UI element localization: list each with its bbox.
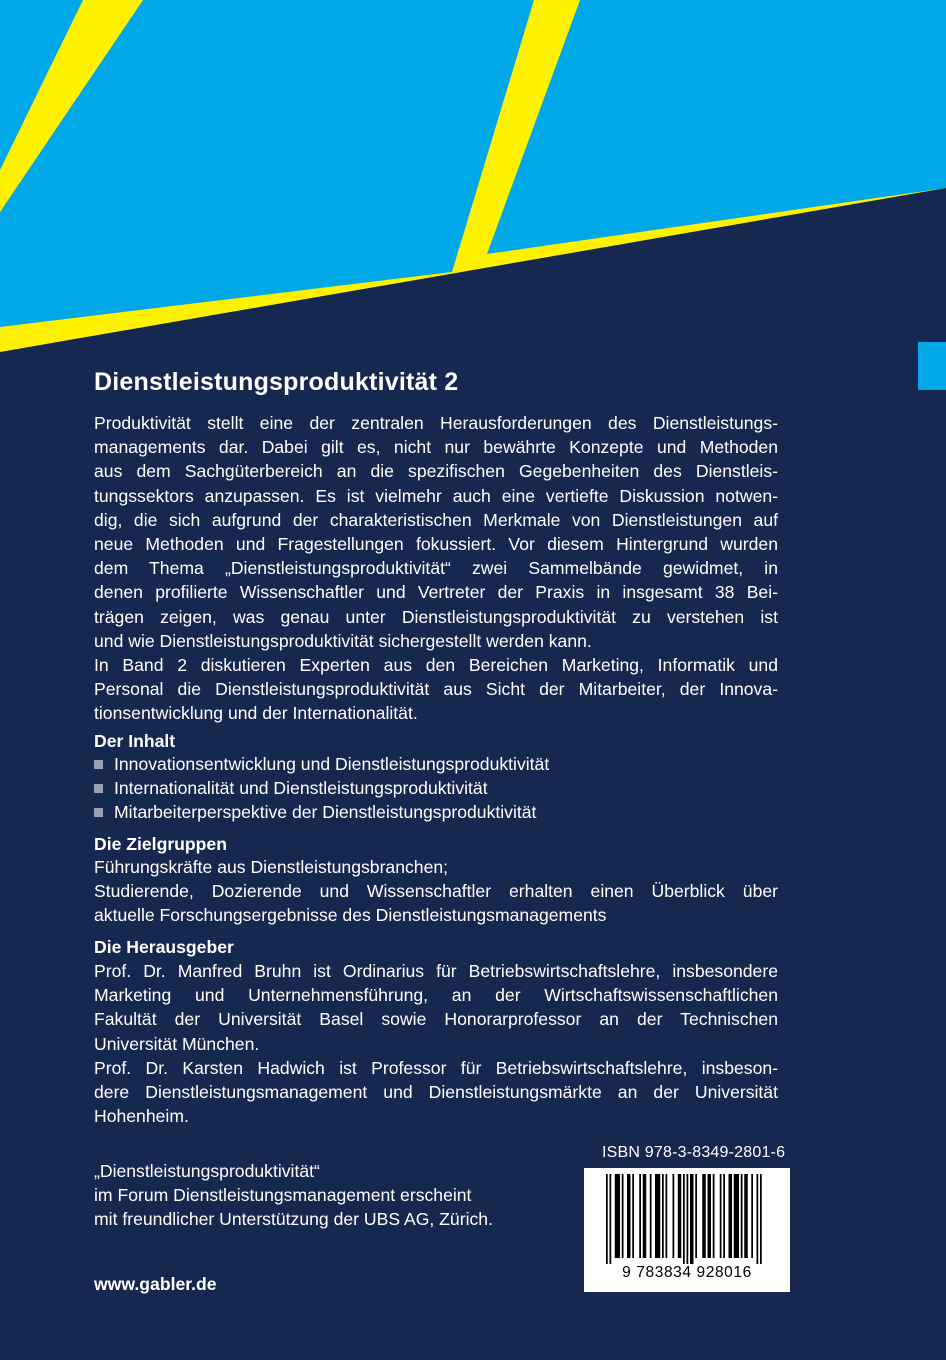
square-bullet-icon	[94, 808, 103, 817]
barcode-icon	[606, 1174, 770, 1264]
barcode-bar	[744, 1174, 748, 1258]
barcode-box	[584, 1168, 790, 1292]
text-line: neue Methoden und Fragestellungen fokussiert. Vor diesem Hintergrund wurden	[94, 534, 778, 555]
barcode-bar	[627, 1174, 631, 1258]
barcode-bar	[666, 1174, 668, 1258]
barcode-bar	[683, 1174, 685, 1264]
barcode-bar	[639, 1174, 641, 1258]
text-line: aus dem Sachgüterbereich an die spezifischen Gegebenheiten des Dienstleis-	[94, 461, 778, 482]
text-line: trägen zeigen, was genau unter Dienstleistungsproduktivität zu verstehen ist	[94, 606, 778, 627]
barcode-bar	[662, 1174, 664, 1258]
list-item-label: Innovationsentwicklung und Dienstleistungsproduktivität	[114, 754, 550, 774]
barcode-bar	[687, 1174, 689, 1264]
text-line: In Band 2 diskutieren Experten aus den Bereichen Marketing, Informatik und	[94, 655, 778, 676]
barcode-bar	[702, 1174, 706, 1258]
barcode-bar	[643, 1174, 647, 1258]
list-item-label: Internationalität und Dienstleistungsproduktivität	[114, 778, 488, 798]
barcode-bar	[615, 1174, 620, 1258]
barcode-bar	[729, 1174, 733, 1258]
text-line: dere Dienstleistungsmanagement und Dienstleistungsmärkte an der Universität	[94, 1082, 778, 1103]
list-item	[94, 800, 549, 824]
editors-paragraph	[94, 959, 778, 1128]
contents-heading: Der Inhalt	[94, 731, 176, 751]
barcode-bar	[632, 1174, 634, 1258]
text-line: Universität München.	[94, 1033, 260, 1054]
text-line: Prof. Dr. Manfred Bruhn ist Ordinarius für Betriebswirtschaftslehre, insbesondere	[94, 961, 778, 981]
barcode-bar	[713, 1174, 715, 1258]
sponsor-note	[94, 1159, 493, 1232]
text-line: Hohenheim.	[94, 1106, 189, 1127]
barcode-bar	[760, 1174, 762, 1264]
book-title: Dienstleistungsproduktivität 2	[94, 368, 459, 396]
barcode-bar	[757, 1174, 759, 1264]
barcode-bar	[678, 1174, 682, 1258]
text-line: Fakultät der Universität Basel sowie Honorarprofessor an der Technischen	[94, 1009, 778, 1030]
barcode-bar	[751, 1174, 753, 1258]
contents-list	[94, 752, 549, 824]
barcode-bar	[734, 1174, 739, 1258]
isbn-label: ISBN 978-3-8349-2801-6	[602, 1144, 786, 1161]
barcode-bar	[695, 1174, 697, 1258]
list-item	[94, 752, 549, 776]
barcode-bar	[650, 1174, 652, 1258]
text-line: „Dienstleistungsproduktivität“	[94, 1161, 320, 1181]
text-line: Produktivität stellt eine der zentralen Herausforderungen des Dienstleistungs-	[94, 413, 778, 433]
cyan-side-tab	[918, 342, 946, 390]
text-line: Personal die Dienstleistungsproduktivität aus Sicht der Mitarbeiter, der Innova-	[94, 679, 778, 700]
text-line: Marketing und Unternehmensführung, an der Wirtschaftswissenschaftlichen	[94, 985, 778, 1006]
editors-heading: Die Herausgeber	[94, 937, 234, 957]
barcode-bar	[655, 1174, 660, 1258]
text-line: Prof. Dr. Karsten Hadwich ist Professor für Betriebswirtschaftslehre, insbeson-	[94, 1057, 778, 1078]
text-line: und wie Dienstleistungsproduktivität sichergestellt werden kann.	[94, 630, 592, 651]
intro-paragraph	[94, 411, 778, 726]
text-line: im Forum Dienstleistungsmanagement erscheint	[94, 1185, 472, 1206]
cyan-corner-tab	[918, 0, 946, 8]
text-line: tungssektors anzupassen. Es ist vielmehr auch eine vertiefte Diskussion notwen-	[94, 485, 778, 506]
text-line: denen profilierte Wissenschaftler und Vertreter der Praxis in insgesamt 38 Bei-	[94, 582, 778, 603]
audience-paragraph	[94, 855, 778, 928]
square-bullet-icon	[94, 760, 103, 769]
barcode-bar	[606, 1174, 608, 1264]
text-line: managements dar. Dabei gilt es, nicht nur bewährte Konzepte und Methoden	[94, 437, 778, 458]
text-line: Führungskräfte aus Dienstleistungsbranchen;	[94, 857, 449, 877]
barcode-bar	[673, 1174, 675, 1258]
barcode-bar	[723, 1174, 725, 1258]
text-line: dig, die sich aufgrund der charakteristischen Merkmale von Dienstleistungen auf	[94, 509, 778, 530]
list-item	[94, 776, 549, 800]
barcode-digits: 9 783834 928016	[622, 1264, 752, 1281]
list-item-label: Mitarbeiterperspektive der Dienstleistungsproduktivität	[114, 802, 537, 822]
barcode-bar	[720, 1174, 722, 1258]
text-line: mit freundlicher Unterstützung der UBS AG, Zürich.	[94, 1209, 493, 1230]
publisher-website: www.gabler.de	[94, 1274, 217, 1294]
text-line: tionsentwicklung und der Internationalität.	[94, 703, 418, 724]
text-line: dem Thema „Dienstleistungsproduktivität“ zwei Sammelbände gewidmet, in	[94, 558, 778, 579]
text-line: aktuelle Forschungsergebnisse des Dienstleistungsmanagements	[94, 905, 607, 926]
square-bullet-icon	[94, 784, 103, 793]
audience-heading: Die Zielgruppen	[94, 834, 227, 854]
barcode-bar	[741, 1174, 743, 1258]
barcode-bar	[622, 1174, 624, 1258]
barcode-bar	[690, 1174, 694, 1264]
text-line: Studierende, Dozierende und Wissenschaftler erhalten einen Überblick über	[94, 881, 778, 902]
barcode-bar	[610, 1174, 612, 1264]
barcode-bar	[708, 1174, 712, 1258]
